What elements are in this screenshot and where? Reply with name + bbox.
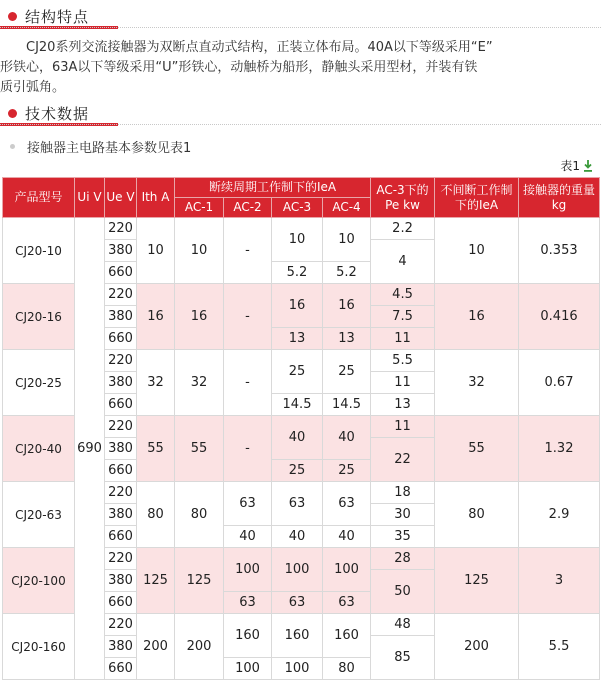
pe-cell: 4.5 bbox=[371, 284, 435, 306]
ac1-cell: 10 bbox=[175, 218, 224, 284]
pe-cell: 18 bbox=[371, 482, 435, 504]
ith-cell: 80 bbox=[137, 482, 175, 548]
cont-cell: 125 bbox=[435, 548, 519, 614]
header-model: 产品型号 bbox=[3, 178, 75, 218]
ue-cell: 380 bbox=[105, 504, 137, 526]
ac2-cell: - bbox=[224, 218, 272, 284]
intro-line: CJ20系列交流接触器为双断点直动式结构，正装立体布局。40A以下等级采用“E” bbox=[26, 40, 493, 55]
ac4-cell: 160 bbox=[323, 614, 371, 658]
ac2-cell: 100 bbox=[224, 548, 272, 592]
model-cell: CJ20-40 bbox=[3, 416, 75, 482]
ac4-cell: 10 bbox=[323, 218, 371, 262]
ith-cell: 125 bbox=[137, 548, 175, 614]
ac3-cell: 40 bbox=[272, 526, 323, 548]
cont-cell: 200 bbox=[435, 614, 519, 680]
ac4-cell: 100 bbox=[323, 548, 371, 592]
ac4-cell: 40 bbox=[323, 526, 371, 548]
header-ie-group: 断续周期工作制下的IeA bbox=[175, 178, 371, 198]
model-cell: CJ20-160 bbox=[3, 614, 75, 680]
pe-cell: 30 bbox=[371, 504, 435, 526]
weight-cell: 0.416 bbox=[519, 284, 600, 350]
ac2-cell: 63 bbox=[224, 592, 272, 614]
ac3-cell: 25 bbox=[272, 460, 323, 482]
ue-cell: 660 bbox=[105, 526, 137, 548]
cont-cell: 10 bbox=[435, 218, 519, 284]
ac4-cell: 14.5 bbox=[323, 394, 371, 416]
ue-cell: 220 bbox=[105, 218, 137, 240]
weight-cell: 5.5 bbox=[519, 614, 600, 680]
ue-cell: 660 bbox=[105, 394, 137, 416]
pe-cell: 85 bbox=[371, 636, 435, 680]
ac4-cell: 63 bbox=[323, 482, 371, 526]
section-header-structure bbox=[0, 6, 89, 27]
ac3-cell: 63 bbox=[272, 482, 323, 526]
cont-cell: 16 bbox=[435, 284, 519, 350]
ac4-cell: 16 bbox=[323, 284, 371, 328]
ue-cell: 220 bbox=[105, 350, 137, 372]
pe-cell: 48 bbox=[371, 614, 435, 636]
pe-cell: 22 bbox=[371, 438, 435, 482]
table-row bbox=[3, 218, 600, 240]
ac4-cell: 13 bbox=[323, 328, 371, 350]
ac1-cell: 125 bbox=[175, 548, 224, 614]
ue-cell: 380 bbox=[105, 438, 137, 460]
ue-cell: 660 bbox=[105, 328, 137, 350]
intro-paragraph bbox=[0, 38, 596, 98]
intro-line: 质引弧角。 bbox=[0, 80, 66, 95]
table-label bbox=[560, 157, 593, 174]
ac2-cell: 100 bbox=[224, 658, 272, 680]
ac2-cell: 40 bbox=[224, 526, 272, 548]
ue-cell: 220 bbox=[105, 482, 137, 504]
table-note bbox=[10, 137, 191, 156]
ac4-cell: 25 bbox=[323, 460, 371, 482]
ac4-cell: 25 bbox=[323, 350, 371, 394]
ui-cell: 690 bbox=[75, 218, 105, 680]
header-weight: 接触器的重量kg bbox=[519, 178, 600, 218]
model-cell: CJ20-63 bbox=[3, 482, 75, 548]
ue-cell: 220 bbox=[105, 416, 137, 438]
ac4-cell: 5.2 bbox=[323, 262, 371, 284]
bullet-icon bbox=[8, 109, 17, 118]
table-header-row bbox=[3, 178, 600, 198]
cont-cell: 80 bbox=[435, 482, 519, 548]
ac1-cell: 55 bbox=[175, 416, 224, 482]
ac2-cell: - bbox=[224, 284, 272, 350]
ue-cell: 380 bbox=[105, 240, 137, 262]
section-title: 结构特点 bbox=[25, 8, 90, 26]
pe-cell: 35 bbox=[371, 526, 435, 548]
ue-cell: 380 bbox=[105, 372, 137, 394]
ue-cell: 660 bbox=[105, 658, 137, 680]
pe-cell: 11 bbox=[371, 328, 435, 350]
table-label-text: 表1 bbox=[560, 159, 580, 173]
cont-cell: 55 bbox=[435, 416, 519, 482]
ith-cell: 16 bbox=[137, 284, 175, 350]
header-ac3: AC-3 bbox=[272, 198, 323, 218]
pe-cell: 13 bbox=[371, 394, 435, 416]
ue-cell: 660 bbox=[105, 460, 137, 482]
ac3-cell: 14.5 bbox=[272, 394, 323, 416]
ac3-cell: 5.2 bbox=[272, 262, 323, 284]
ac3-cell: 160 bbox=[272, 614, 323, 658]
header-ac1: AC-1 bbox=[175, 198, 224, 218]
model-cell: CJ20-10 bbox=[3, 218, 75, 284]
weight-cell: 2.9 bbox=[519, 482, 600, 548]
cont-cell: 32 bbox=[435, 350, 519, 416]
table-body bbox=[3, 218, 600, 680]
ac3-cell: 13 bbox=[272, 328, 323, 350]
ac4-cell: 80 bbox=[323, 658, 371, 680]
ac2-cell: - bbox=[224, 350, 272, 416]
divider bbox=[0, 27, 601, 28]
section-title: 技术数据 bbox=[25, 105, 90, 123]
header-ac4: AC-4 bbox=[323, 198, 371, 218]
model-cell: CJ20-16 bbox=[3, 284, 75, 350]
ue-cell: 220 bbox=[105, 284, 137, 306]
bullet-icon bbox=[8, 12, 17, 21]
ith-cell: 32 bbox=[137, 350, 175, 416]
weight-cell: 0.353 bbox=[519, 218, 600, 284]
ith-cell: 200 bbox=[137, 614, 175, 680]
header-ue: Ue V bbox=[105, 178, 137, 218]
list-dot-icon bbox=[10, 144, 15, 149]
header-pe: AC-3下的Pe kw bbox=[371, 178, 435, 218]
table-note-text: 接触器主电路基本参数见表1 bbox=[27, 141, 192, 156]
weight-cell: 0.67 bbox=[519, 350, 600, 416]
header-ith: Ith A bbox=[137, 178, 175, 218]
ue-cell: 660 bbox=[105, 262, 137, 284]
ac3-cell: 40 bbox=[272, 416, 323, 460]
ac3-cell: 100 bbox=[272, 548, 323, 592]
ac2-cell: - bbox=[224, 416, 272, 482]
pe-cell: 28 bbox=[371, 548, 435, 570]
ac1-cell: 16 bbox=[175, 284, 224, 350]
ac2-cell: 160 bbox=[224, 614, 272, 658]
header-ac2: AC-2 bbox=[224, 198, 272, 218]
weight-cell: 1.32 bbox=[519, 416, 600, 482]
ue-cell: 220 bbox=[105, 614, 137, 636]
ac4-cell: 63 bbox=[323, 592, 371, 614]
header-ui: Ui V bbox=[75, 178, 105, 218]
section-header-techdata bbox=[0, 103, 89, 124]
ue-cell: 380 bbox=[105, 570, 137, 592]
intro-line: 形铁心，63A以下等级采用“U”形铁心，动触桥为船形，静触头采用型材，并装有铁 bbox=[0, 60, 478, 75]
pe-cell: 11 bbox=[371, 416, 435, 438]
ue-cell: 220 bbox=[105, 548, 137, 570]
ac1-cell: 32 bbox=[175, 350, 224, 416]
ac3-cell: 100 bbox=[272, 658, 323, 680]
model-cell: CJ20-100 bbox=[3, 548, 75, 614]
pe-cell: 7.5 bbox=[371, 306, 435, 328]
pe-cell: 5.5 bbox=[371, 350, 435, 372]
header-cont: 不间断工作制下的IeA bbox=[435, 178, 519, 218]
ac3-cell: 25 bbox=[272, 350, 323, 394]
ac3-cell: 63 bbox=[272, 592, 323, 614]
ac1-cell: 80 bbox=[175, 482, 224, 548]
ith-cell: 10 bbox=[137, 218, 175, 284]
pe-cell: 50 bbox=[371, 570, 435, 614]
ue-cell: 380 bbox=[105, 306, 137, 328]
ue-cell: 660 bbox=[105, 592, 137, 614]
weight-cell: 3 bbox=[519, 548, 600, 614]
ac4-cell: 40 bbox=[323, 416, 371, 460]
ac3-cell: 10 bbox=[272, 218, 323, 262]
ac2-cell: 63 bbox=[224, 482, 272, 526]
pe-cell: 4 bbox=[371, 240, 435, 284]
pe-cell: 2.2 bbox=[371, 218, 435, 240]
divider bbox=[0, 124, 601, 125]
download-icon[interactable] bbox=[583, 160, 593, 172]
ac3-cell: 16 bbox=[272, 284, 323, 328]
model-cell: CJ20-25 bbox=[3, 350, 75, 416]
pe-cell: 11 bbox=[371, 372, 435, 394]
ith-cell: 55 bbox=[137, 416, 175, 482]
ac1-cell: 200 bbox=[175, 614, 224, 680]
spec-table bbox=[2, 177, 600, 680]
ue-cell: 380 bbox=[105, 636, 137, 658]
